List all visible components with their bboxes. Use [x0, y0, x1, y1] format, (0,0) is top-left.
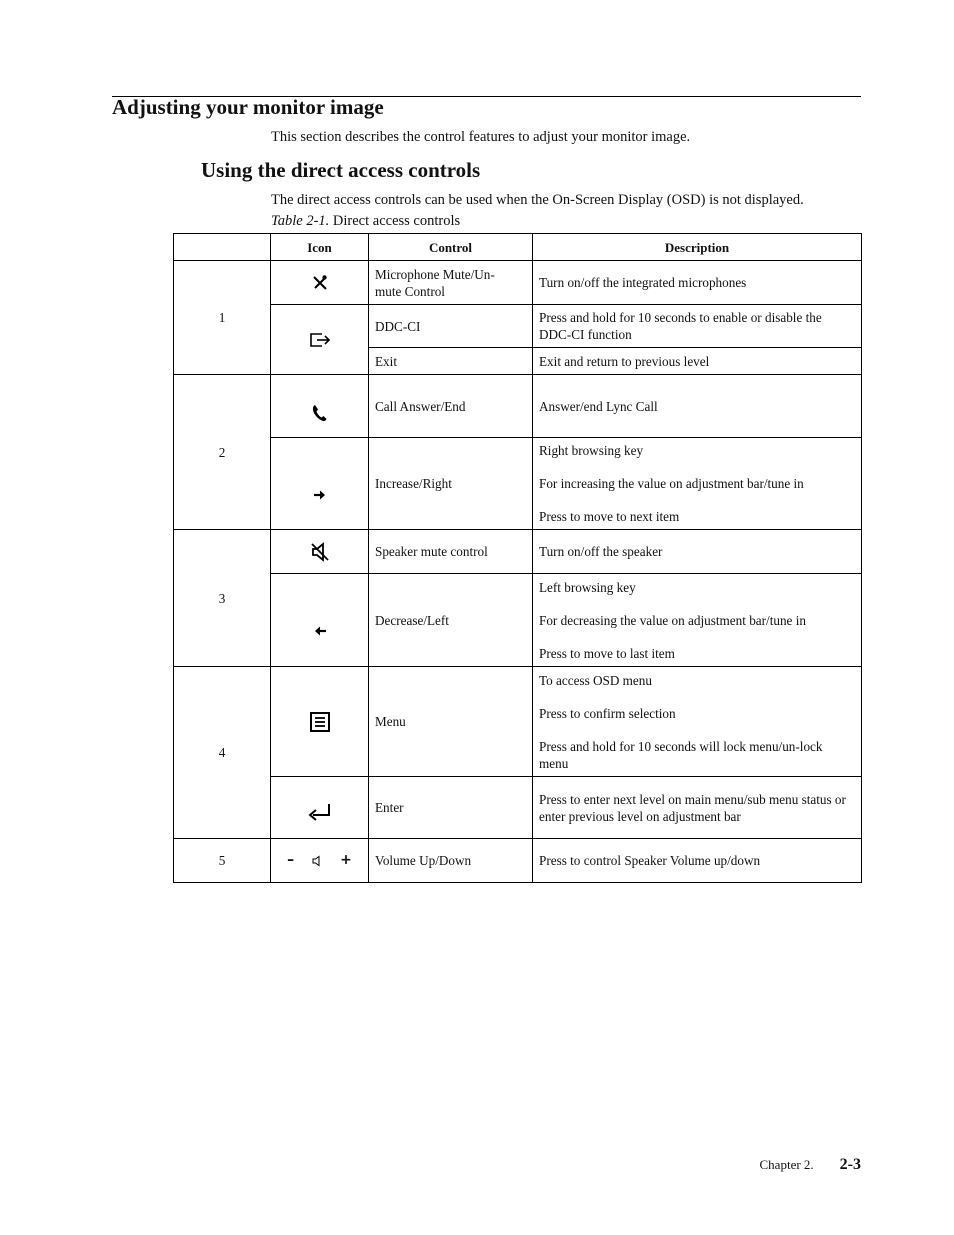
description-cell	[533, 305, 862, 348]
control-cell: Call Answer/End	[369, 375, 533, 438]
line-gap	[539, 492, 855, 508]
description-line: To access OSD menu	[539, 672, 652, 688]
description-line: Right browsing key	[539, 443, 644, 458]
row-number: 3	[174, 530, 271, 667]
control-cell: Increase/Right	[369, 438, 533, 530]
enter-icon	[271, 777, 369, 839]
row-number: 1	[174, 261, 271, 375]
page-heading: Adjusting your monitor image	[112, 95, 384, 119]
control-cell: Speaker mute control	[369, 530, 533, 574]
description-cell	[533, 574, 862, 667]
control-cell: Volume Up/Down	[369, 839, 533, 883]
description-line: For decreasing the value on adjustment bar/tune in	[539, 612, 806, 628]
header-control: Control	[369, 234, 533, 261]
microphone-mute-icon	[271, 261, 369, 305]
header-description: Description	[533, 234, 862, 261]
control-cell: Menu	[369, 667, 533, 777]
table-row	[174, 305, 862, 348]
control-cell: Decrease/Left	[369, 574, 533, 667]
minus-icon: –	[287, 852, 295, 868]
caption-label: Table 2-1.	[271, 213, 330, 229]
table-row	[174, 667, 862, 777]
description-cell	[533, 261, 862, 305]
section-heading: Using the direct access controls	[201, 158, 481, 182]
description-line: Press to confirm selection	[539, 705, 676, 721]
description-cell	[533, 375, 862, 438]
row-number: 5	[174, 839, 271, 883]
table-row	[174, 574, 862, 667]
description-cell	[533, 348, 862, 375]
table-row	[174, 261, 862, 305]
description-cell	[533, 667, 862, 777]
table-header-row	[174, 234, 862, 261]
control-cell: DDC-CI	[369, 305, 533, 348]
table-row	[174, 839, 862, 883]
description-line: Press and hold for 10 seconds will lock menu/un-lock menu	[539, 738, 823, 771]
line-gap	[539, 722, 855, 738]
section-intro-text: The direct access controls can be used when the On-Screen Display (OSD) is not displayed.	[271, 192, 804, 208]
description-line: Turn on/off the speaker	[539, 544, 663, 559]
exit-icon	[271, 305, 369, 375]
menu-icon	[271, 667, 369, 777]
description-line: Press to enter next level on main menu/sub menu status or enter previous level on adjustment bar	[539, 791, 846, 824]
phone-icon	[271, 375, 369, 438]
description-line: Press and hold for 10 seconds to enable or disable the DDC-CI function	[539, 310, 822, 342]
control-cell: Enter	[369, 777, 533, 839]
direct-access-controls-table	[173, 233, 862, 883]
intro-text: This section describes the control features to adjust your monitor image.	[271, 129, 691, 145]
row-number: 2	[174, 375, 271, 530]
table-row	[174, 375, 862, 438]
description-line: For increasing the value on adjustment bar/tune in	[539, 476, 804, 491]
volume-icons	[271, 839, 369, 883]
description-line: Press to control Speaker Volume up/down	[539, 853, 761, 868]
header-icon: Icon	[271, 234, 369, 261]
description-line: Answer/end Lync Call	[539, 398, 658, 414]
description-line: Turn on/off the integrated microphones	[539, 275, 747, 290]
arrow-left-icon	[271, 574, 369, 667]
table-row	[174, 438, 862, 530]
description-line: Exit and return to previous level	[539, 353, 710, 369]
line-gap	[539, 459, 855, 475]
page-number: 2-3	[839, 1156, 861, 1173]
arrow-right-icon	[271, 438, 369, 530]
control-cell: Microphone Mute/Un- mute Control	[369, 261, 533, 305]
line-gap	[539, 689, 855, 705]
description-line: Left browsing key	[539, 579, 636, 595]
header-number	[174, 234, 271, 261]
row-number: 4	[174, 667, 271, 839]
control-cell: Exit	[369, 348, 533, 375]
description-cell	[533, 777, 862, 839]
line-gap	[539, 629, 855, 645]
table-caption	[271, 213, 460, 230]
speaker-mute-icon	[271, 530, 369, 574]
page-footer	[760, 1156, 861, 1174]
table-row	[174, 530, 862, 574]
description-line: Press to move to next item	[539, 509, 680, 524]
description-cell	[533, 839, 862, 883]
caption-text: Direct access controls	[329, 213, 461, 229]
footer-chapter: Chapter 2.	[759, 1157, 814, 1172]
table-row	[174, 777, 862, 839]
description-line: Press to move to last item	[539, 645, 675, 661]
description-cell	[533, 530, 862, 574]
description-cell	[533, 438, 862, 530]
plus-icon: +	[340, 852, 352, 868]
speaker-icon	[312, 855, 322, 867]
line-gap	[539, 596, 855, 612]
